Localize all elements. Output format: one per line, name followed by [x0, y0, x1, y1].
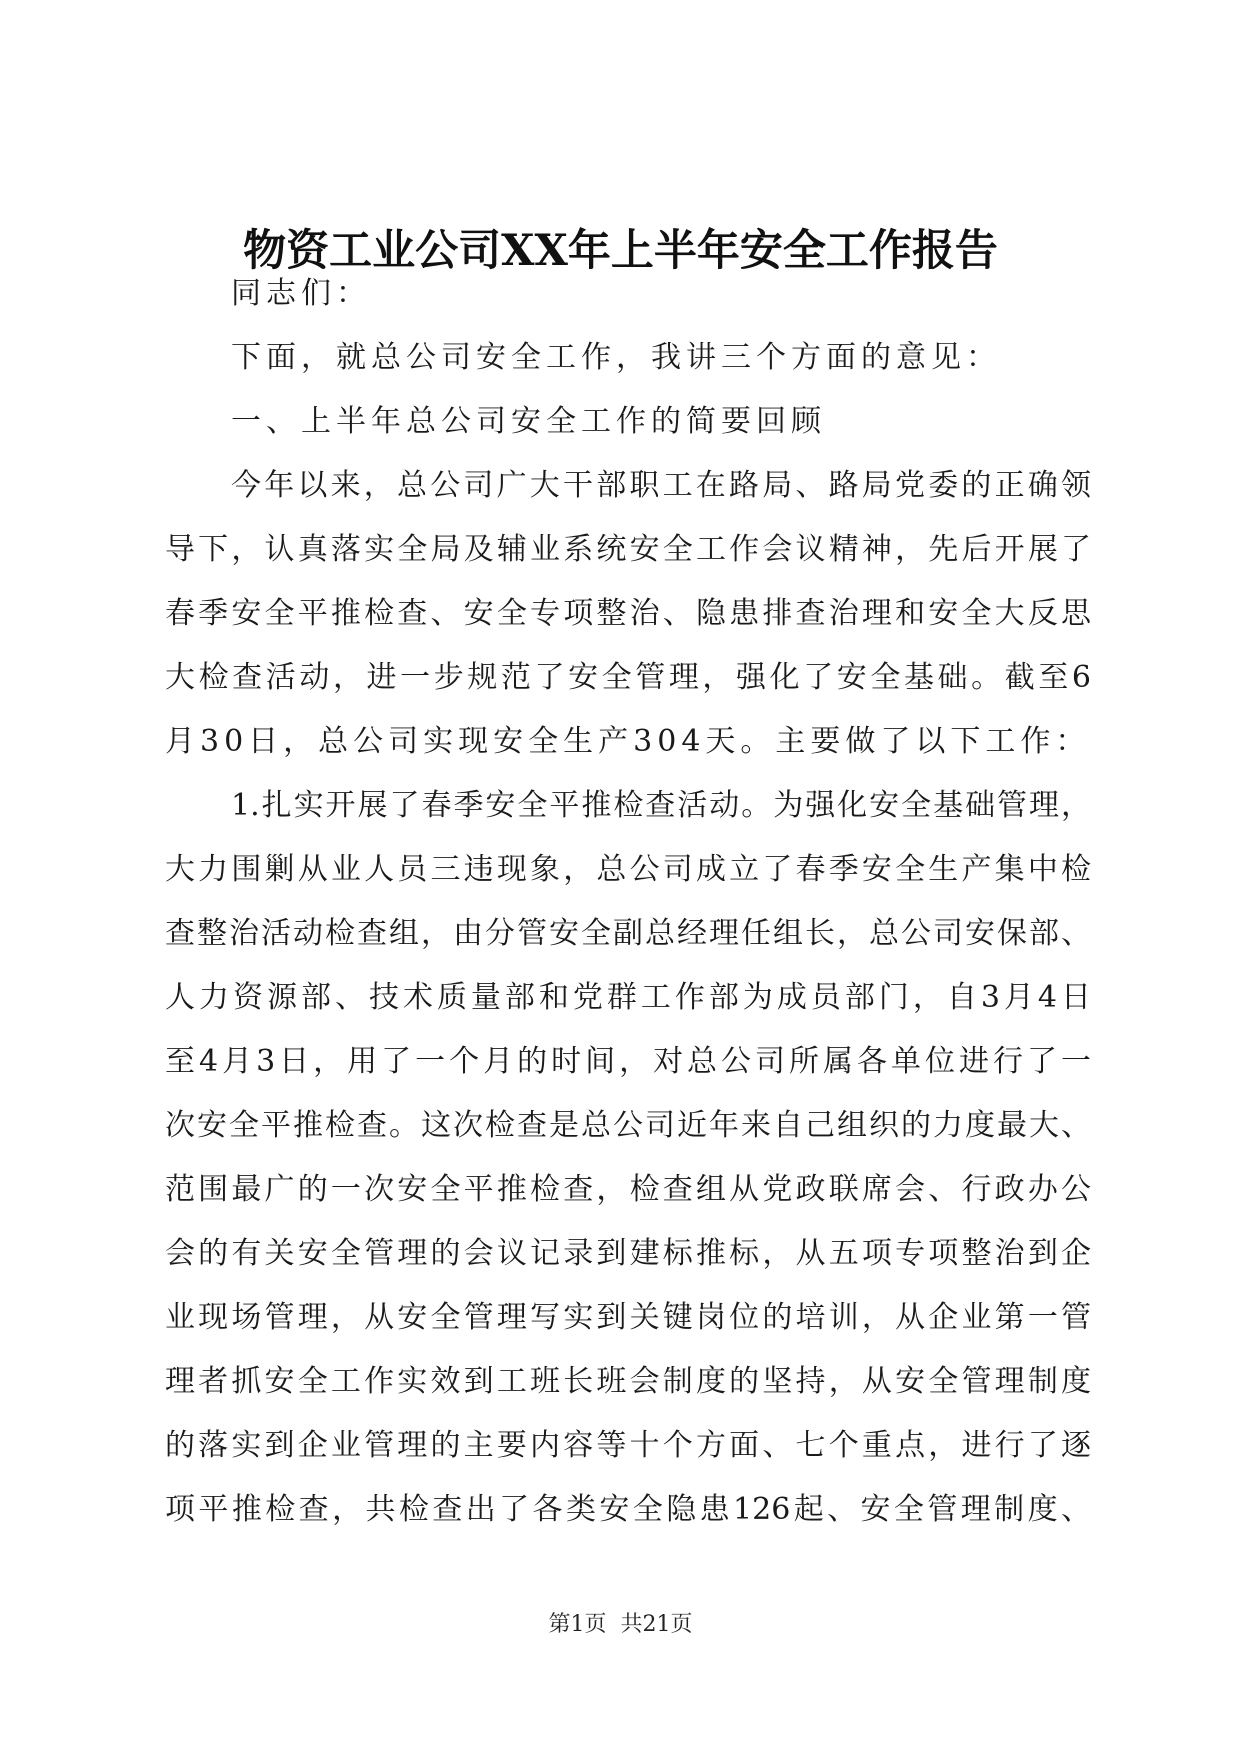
document-title: 物资工业公司XX年上半年安全工作报告	[243, 226, 998, 276]
paragraph-line: 今年以来，总公司广大干部职工在路局、路局党委的正确领	[231, 468, 1091, 503]
paragraph-line: 的落实到企业管理的主要内容等十个方面、七个重点，进行了逐	[165, 1428, 1091, 1463]
section-heading: 一、上半年总公司安全工作的简要回顾	[231, 404, 826, 439]
paragraph-line: 次安全平推检查。这次检查是总公司近年来自己组织的力度最大、	[165, 1108, 1091, 1143]
intro-line: 下面，就总公司安全工作，我讲三个方面的意见：	[231, 340, 1001, 375]
paragraph-line: 业现场管理，从安全管理写实到关键岗位的培训，从企业第一管	[165, 1300, 1091, 1335]
paragraph-line: 理者抓安全工作实效到工班长班会制度的坚持，从安全管理制度	[165, 1364, 1091, 1399]
paragraph-line: 导下，认真落实全局及辅业系统安全工作会议精神，先后开展了	[165, 532, 1091, 567]
paragraph-line: 人力资源部、技术质量部和党群工作部为成员部门，自3月4日	[165, 980, 1091, 1015]
paragraph-line: 范围最广的一次安全平推检查，检查组从党政联席会、行政办公	[165, 1172, 1091, 1207]
paragraph-line: 查整治活动检查组，由分管安全副总经理任组长，总公司安保部、	[165, 916, 1091, 951]
paragraph-line: 大检查活动，进一步规范了安全管理，强化了安全基础。截至6	[165, 660, 1091, 695]
paragraph-line: 春季安全平推检查、安全专项整治、隐患排查治理和安全大反思	[165, 596, 1091, 631]
paragraph-line: 至4月3日，用了一个月的时间，对总公司所属各单位进行了一	[165, 1044, 1091, 1079]
paragraph-line: 项平推检查，共检查出了各类安全隐患126起、安全管理制度、	[165, 1492, 1091, 1527]
paragraph-line: 1.扎实开展了春季安全平推检查活动。为强化安全基础管理，	[231, 788, 1091, 823]
paragraph-line: 会的有关安全管理的会议记录到建标推标，从五项专项整治到企	[165, 1236, 1091, 1271]
page-number: 第1页	[548, 1612, 607, 1637]
salutation-line: 同志们：	[231, 276, 371, 311]
page-total: 共21页	[620, 1612, 693, 1637]
paragraph-line: 月30日，总公司实现安全生产304天。主要做了以下工作：	[165, 724, 1091, 759]
page-footer	[0, 1610, 1241, 1640]
document-body	[165, 262, 1091, 1542]
paragraph-line: 大力围剿从业人员三违现象，总公司成立了春季安全生产集中检	[165, 852, 1091, 887]
